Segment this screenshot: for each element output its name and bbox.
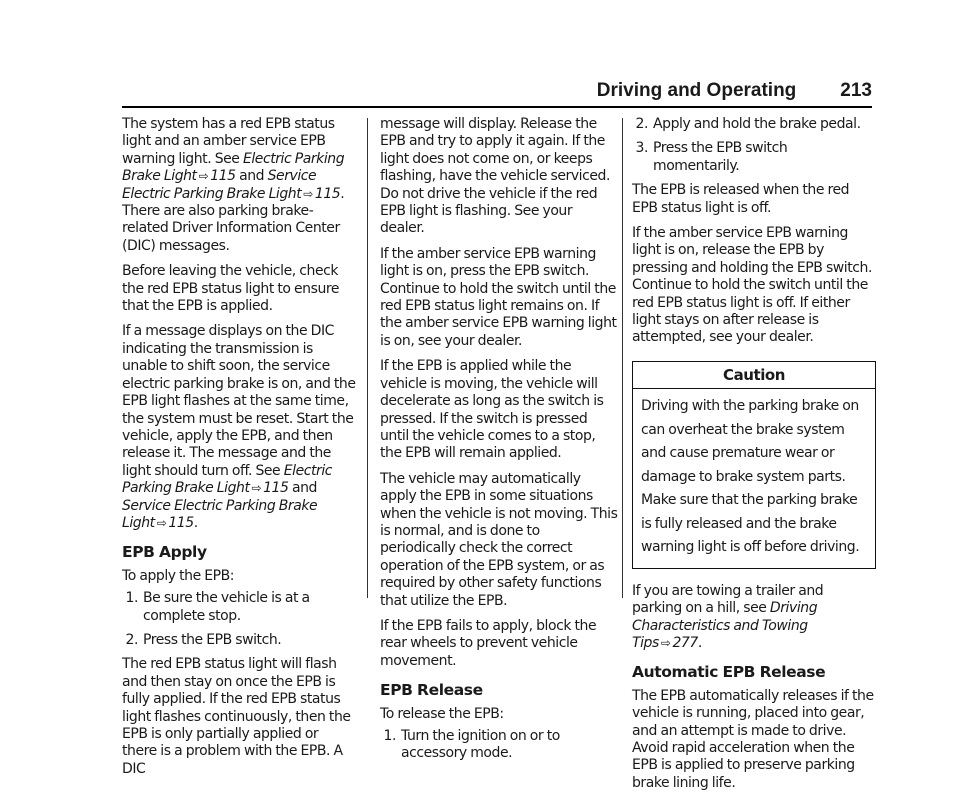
page-ref-arrow-icon: ⇨ bbox=[303, 186, 313, 201]
paragraph: If you are towing a trailer and parking on a hill, see Driving Characteristics and Towing Tips ⇨ 277. bbox=[632, 582, 824, 651]
list-item: 1. Turn the ignition on or to accessory mode. bbox=[383, 728, 560, 762]
caution-title: Caution bbox=[633, 362, 875, 389]
section-heading: EPB Apply bbox=[122, 543, 207, 562]
section-title: Driving and Operating bbox=[596, 80, 797, 101]
page-ref-number[interactable]: 115 bbox=[210, 168, 236, 185]
page-ref-number[interactable]: 277 bbox=[672, 635, 698, 651]
page-ref-number[interactable]: 115 bbox=[263, 480, 289, 497]
paragraph: If the EPB is applied while the vehicle is moving, the vehicle will decelerate as long as the switch is pressed. If the switch is pressed until the vehicle comes to a stop, the EPB will remain applied. bbox=[380, 358, 604, 462]
paragraph: message will display. Release the EPB and try to apply it again. If the light does not come on, or keeps flashing, have the vehicle serviced. Do not drive the vehicle if the red EPB light is flashing. See your dealer. bbox=[380, 116, 610, 237]
list-item: 1. Be sure the vehicle is at a complete stop. bbox=[125, 590, 310, 624]
column-3 bbox=[632, 116, 876, 800]
column-divider bbox=[622, 118, 623, 598]
page-ref-arrow-icon: ⇨ bbox=[660, 636, 671, 650]
paragraph: Before leaving the vehicle, check the red EPB status light to ensure that the EPB is applied. bbox=[122, 263, 340, 315]
cross-reference-link[interactable]: Electric Parking Brake Light bbox=[122, 150, 345, 185]
section-heading: Automatic EPB Release bbox=[632, 663, 826, 682]
cross-reference-link[interactable]: Driving Characteristics and Towing Tips bbox=[632, 600, 818, 651]
paragraph: If the EPB fails to apply, block the rear wheels to prevent vehicle movement. bbox=[380, 617, 597, 669]
paragraph: The vehicle may automatically apply the EPB in some situations when the vehicle is not moving. This is normal, and is done to periodically check the correct operation of the EPB system, or as required by other safety functions that utilize the EPB. bbox=[380, 470, 618, 609]
column-1 bbox=[122, 116, 356, 786]
page-number: 213 bbox=[840, 80, 872, 101]
paragraph: If the amber service EPB warning light is on, press the EPB switch. Continue to hold the switch until the red EPB status light remains on. If the amber service EPB warning light is on, see your dealer. bbox=[380, 245, 617, 349]
page-ref-arrow-icon: ⇨ bbox=[251, 481, 262, 496]
column-divider bbox=[367, 118, 368, 598]
caution-box bbox=[632, 361, 876, 569]
list-item: 2. Press the EPB switch. bbox=[125, 631, 282, 648]
caution-body: Driving with the parking brake on can overheat the brake system and cause premature wear or damage to brake system parts. Make sure that the parking brake is fully released and the brake warning light is off before driving. bbox=[641, 398, 860, 556]
cross-reference-link[interactable]: Electric Parking Brake Light bbox=[122, 462, 333, 497]
paragraph: To release the EPB: bbox=[380, 705, 504, 722]
paragraph: The EPB automatically releases if the vehicle is running, placed into gear, and an attempt is made to drive. Avoid rapid acceleration when the EPB is applied to preserve parking brake lining life. bbox=[632, 687, 874, 791]
list-item: 3. Press the EPB switch momentarily. bbox=[635, 140, 788, 174]
paragraph: The red EPB status light will flash and then stay on once the EPB is fully applied. If the red EPB status light flashes continuously, then the EPB is only partially applied or there is a problem with the EPB. A DIC bbox=[122, 656, 351, 777]
paragraph: If a message displays on the DIC indicating the transmission is unable to shift soon, the service electric parking brake is on, and the EPB light flashes at the same time, the system must be reset. Start the vehicle, apply the EPB, and then release it. The message and the light should turn off. See Electric Parking Brake Light ⇨ 115 and Service Electric Parking Brake Light ⇨ 115. bbox=[122, 323, 356, 531]
list-item: 2. Apply and hold the brake pedal. bbox=[635, 116, 861, 132]
column-2 bbox=[380, 116, 618, 770]
paragraph: The EPB is released when the red EPB status light is off. bbox=[632, 182, 850, 216]
paragraph: If the amber service EPB warning light is on, release the EPB by pressing and holding the EPB switch. Continue to hold the switch until the red EPB status light is off. If either light stays on after release is attempted, see your dealer. bbox=[632, 225, 872, 346]
page-ref-arrow-icon: ⇨ bbox=[198, 169, 209, 184]
header-rule bbox=[122, 106, 872, 108]
paragraph: The system has a red EPB status light and an amber service EPB warning light. See Electric Parking Brake Light ⇨ 115 and Service Electric Parking Brake Light ⇨ 115. There are also parking brake-related Driver Information Center (DIC) messages. bbox=[122, 116, 345, 254]
page-ref-arrow-icon: ⇨ bbox=[156, 515, 167, 530]
section-heading: EPB Release bbox=[380, 681, 483, 700]
cross-reference-link[interactable]: Service Electric Parking Brake Light bbox=[122, 497, 318, 531]
paragraph: To apply the EPB: bbox=[122, 567, 235, 584]
page-ref-number[interactable]: 115 bbox=[314, 185, 341, 202]
page-ref-number[interactable]: 115 bbox=[168, 514, 194, 531]
cross-reference-link[interactable]: Service Electric Parking Brake Light bbox=[122, 168, 317, 202]
